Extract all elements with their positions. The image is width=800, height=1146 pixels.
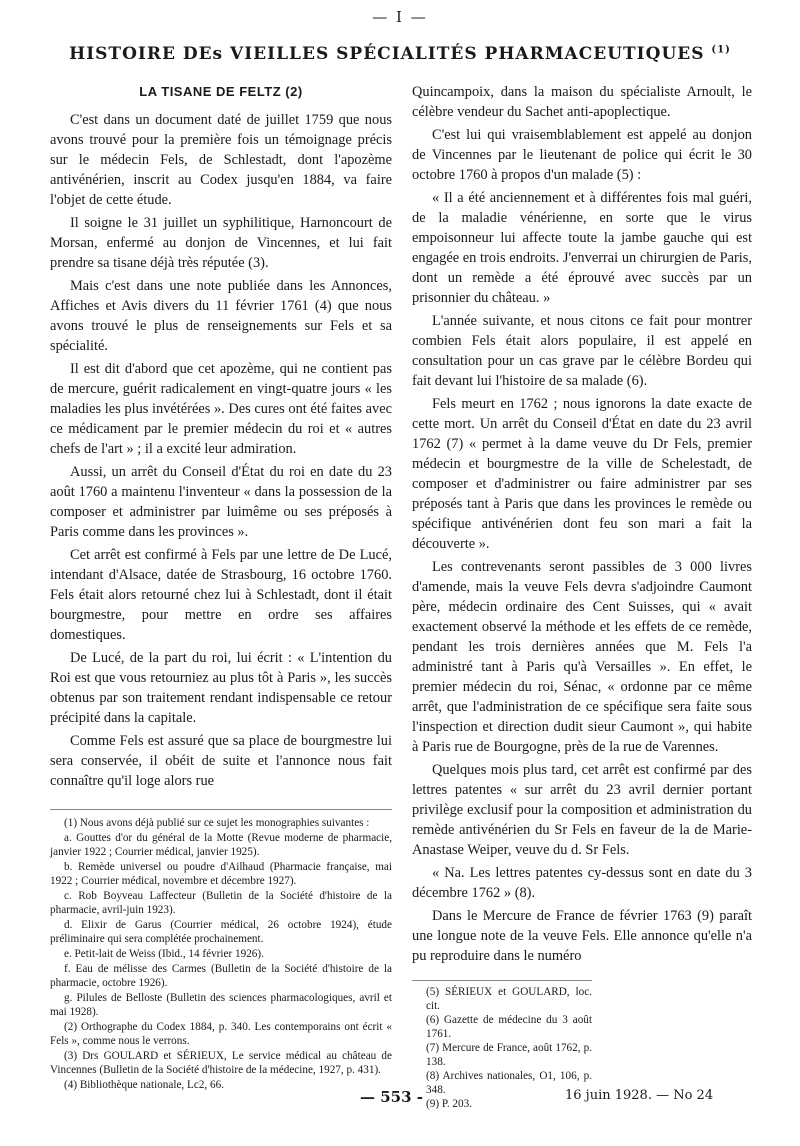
- issue-date: 16 juin 1928. — No 24: [565, 1088, 714, 1103]
- footnote: g. Pilules de Belloste (Bulletin des sciences pharmacologiques, avril et mai 1928).: [50, 992, 392, 1018]
- paragraph: Il est dit d'abord que cet apozème, qui ne contient pas de mercure, guérit radicalement en vingt-quatre jours « les maladies les plus invétérées ». Des cures ont été faites avec ce médicament par le premier médecin du roi et « autres chefs de l'art » ; il a excité leur admiration.: [50, 361, 392, 457]
- footnote: (6) Gazette de médecine du 3 août 1761.: [426, 1014, 592, 1040]
- footnote: d. Elixir de Garus (Courrier médical, 26 octobre 1924), étude préliminaire qui sera complétée prochainement.: [50, 919, 392, 945]
- article-subtitle: LA TISANE DE FELTZ (2): [139, 84, 303, 99]
- paragraph: « Il a été anciennement et à différentes fois mal guéri, de la maladie vénérienne, en sorte que le virus empoisonneur lui affecte toute la jambe gauche qui est engagée en trois endroits. J'enverrai un chirurgien de Paris, dont un remède a été éprouvé avec succès par un prisonnier du château. »: [412, 190, 752, 306]
- footnote: (2) Orthographe du Codex 1884, p. 340. Les contemporains ont écrit « Fels », comme nous le verrons.: [50, 1021, 392, 1047]
- paragraph: Aussi, un arrêt du Conseil d'État du roi en date du 23 août 1760 a maintenu l'inventeur « dans la possession de la composer et administrer par luimême ou ses préposés à Paris comme dans les provinces ».: [50, 464, 392, 540]
- right-column: [412, 82, 752, 1111]
- paragraph: Dans le Mercure de France de février 1763 (9) paraît une longue note de la veuve Fels. Elle annonce qu'elle n'a pu reproduire dans le numéro: [412, 908, 752, 964]
- paragraph: Mais c'est dans une note publiée dans les Annonces, Affiches et Avis divers du 11 février 1761 (4) que nous avons trouvé le plus de renseignements sur Fels et sa spécialité.: [50, 278, 392, 354]
- page-title: [0, 44, 800, 64]
- paragraph: De Lucé, de la part du roi, lui écrit : « L'intention du Roi est que vous retourniez au plus tôt à Paris », les succès obtenus par son traitement rendant indispensable ce retour précipité dans la capitale.: [50, 650, 392, 726]
- paragraph: Quincampoix, dans la maison du spécialiste Arnoult, le célèbre vendeur du Sachet anti-apoplectique.: [412, 84, 752, 120]
- footnote: (5) SÉRIEUX et GOULARD, loc. cit.: [426, 986, 592, 1012]
- paragraph: L'année suivante, et nous citons ce fait pour montrer combien Fels était alors populaire, il est appelé en consultation pour un cas grave par le célèbre Bordeu qui fait devant lui l'histoire de sa malade (6).: [412, 313, 752, 389]
- footnote: (1) Nous avons déjà publié sur ce sujet les monographies suivantes :: [64, 817, 370, 829]
- footnote: (8) Archives nationales, O1, 106, p. 348.: [426, 1070, 592, 1096]
- paragraph: Quelques mois plus tard, cet arrêt est confirmé par des lettres patentes « sur arrêt du 23 avril dernier portant privilège exclusif pour la composition et administration du remède antivénérien du Sr Fels en faveur de la de Marie-Anastase Weiper, veuve du d. Sr Fels.: [412, 762, 752, 858]
- page-number-bottom: — 553 -: [360, 1088, 423, 1106]
- paragraph: C'est dans un document daté de juillet 1759 que nous avons trouvé pour la première fois un témoignage précis sur le médecin Fels, de Schlestadt, dont l'apozème antivénérien, inscrit au Codex jusqu'en 1884, va faire l'objet de cette étude.: [50, 112, 392, 208]
- footnote: c. Rob Boyveau Laffecteur (Bulletin de la Société d'histoire de la pharmacie, avril-juin 1923).: [50, 890, 392, 916]
- footnote: b. Remède universel ou poudre d'Ailhaud (Pharmacie française, mai 1922 ; Courrier médical, novembre et décembre 1927).: [50, 861, 392, 887]
- paragraph: Il soigne le 31 juillet un syphilitique, Harnoncourt de Morsan, enfermé au donjon de Vincennes, et lui fait prendre sa tisane déjà très réputée (3).: [50, 215, 392, 271]
- paragraph: Comme Fels est assuré que sa place de bourgmestre lui sera conservée, il obéit de suite et l'annonce nous fait connaître qu'il loge alors rue: [50, 733, 392, 789]
- footnote: (7) Mercure de France, août 1762, p. 138.: [426, 1042, 592, 1068]
- paragraph: Les contrevenants seront passibles de 3 000 livres d'amende, mais la veuve Fels devra s'adjoindre Caumont père, médecin ordinaire des Cent Suisses, qui « avait exactement observé la méthode et les effets de ce remède, pendant les trois dernières années que M. Fels l'a administré tant à Paris qu'à Versailles ». En effet, le premier médecin du roi, Sénac, « ordonne par ce même arrêt, que l'administration de ce spécifique sera faite sous l'inspection et direction dudit sieur Caumont », qui habite à Paris rue de Bourgogne, près de la rue de Varennes.: [412, 559, 752, 755]
- paragraph: Cet arrêt est confirmé à Fels par une lettre de De Lucé, intendant d'Alsace, datée de Strasbourg, 16 octobre 1760. Fels était alors retourné chez lui à Schlestadt, dont il était bourgmestre, pour mettre en ordre ses affaires domestiques.: [50, 547, 392, 643]
- footnote: a. Gouttes d'or du général de la Motte (Revue moderne de pharmacie, janvier 1922 ; Courrier médical, janvier 1925).: [50, 832, 392, 858]
- left-column: [50, 82, 392, 1093]
- page-number-top: — I —: [372, 8, 428, 26]
- paragraph: « Na. Les lettres patentes cy-dessus sont en date du 3 décembre 1762 » (8).: [412, 865, 752, 901]
- footnote: (4) Bibliothèque nationale, Lc2, 66.: [64, 1079, 225, 1091]
- footnote: e. Petit-lait de Weiss (Ibid., 14 février 1926).: [64, 948, 264, 960]
- paragraph: C'est lui qui vraisemblablement est appelé au donjon de Vincennes par le lieutenant de police qui écrit le 30 octobre 1760 à propos d'un malade (5) :: [412, 127, 752, 183]
- footnote: (3) Drs GOULARD et SÉRIEUX, Le service médical au château de Vincennes (Bulletin de la Société d'histoire de la médecine, 1927, p. 431).: [50, 1050, 392, 1076]
- footnote: (9) P. 203.: [426, 1098, 472, 1110]
- title-note-ref: (1): [711, 44, 731, 56]
- paragraph: Fels meurt en 1762 ; nous ignorons la date exacte de cette mort. Un arrêt du Conseil d'État en date du 23 avril 1762 (7) « permet à la dame veuve du Dr Fels, premier médecin et bourgmestre de la ville de Schelestadt, de composer et d'administrer ou faire administrer par ses préposés tant à Paris que dans les provinces le remède ou spécifique antivénérien dont feu son mari a fait la découverte ».: [412, 396, 752, 552]
- footnotes-left: [50, 809, 392, 1092]
- title-text: HISTOIRE DEs VIEILLES SPÉCIALITÉS PHARMACEUTIQUES: [69, 44, 705, 64]
- footnote: f. Eau de mélisse des Carmes (Bulletin de la Société d'histoire de la pharmacie, octobre 1926).: [50, 963, 392, 989]
